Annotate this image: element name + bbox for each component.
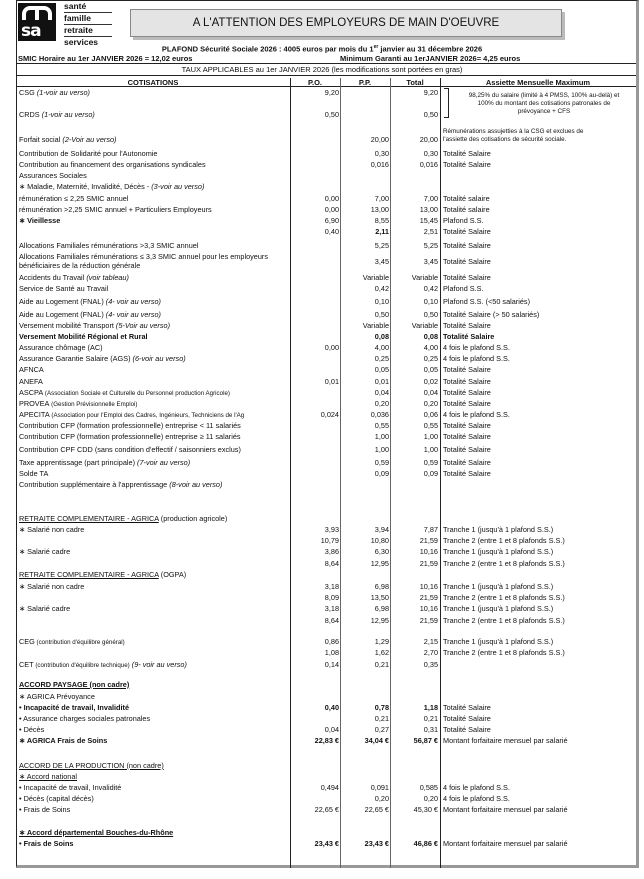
cell-po: 0,14 (324, 660, 339, 669)
cell-total: 0,35 (423, 660, 438, 669)
csg-crds-note (452, 92, 636, 116)
cell-total: 2,70 (423, 648, 438, 657)
row-label: CET (contribution d'équilibre technique) (9- voir au verso) (19, 660, 187, 669)
column-header-cotisations: COTISATIONS (127, 78, 179, 87)
divider (16, 75, 636, 76)
cell-po: 0,04 (324, 725, 339, 734)
divider (16, 63, 636, 64)
cell-po: 9,20 (324, 88, 339, 97)
tagline-line: famille (64, 13, 112, 25)
cell-total: 4,00 (423, 343, 438, 352)
cell-po: 23,43 € (314, 839, 339, 848)
cell-total: 0,016 (419, 160, 438, 169)
cell-po: 0,86 (324, 637, 339, 646)
cell-assiette: 4 fois le plafond S.S. (443, 410, 510, 419)
row-label: Taxe apprentissage (part principale) (7-voir au verso) (19, 458, 191, 467)
cell-total: 9,20 (423, 88, 438, 97)
cell-assiette: Totalité Salaire (443, 714, 491, 723)
cell-assiette: Plafond S.S. (443, 216, 484, 225)
plafond-line: PLAFOND Sécurité Sociale 2026 : 4005 euros par mois du 1er janvier au 31 décembre 2026 (161, 44, 483, 54)
cell-pp: Variable (362, 321, 389, 330)
cell-assiette: Montant forfaitaire mensuel par salarié (443, 839, 568, 848)
column-header-assiette: Assiette Mensuelle Maximum (485, 78, 591, 87)
row-label: Allocations Familiales rémunérations >3,3 SMIC annuel (19, 241, 199, 250)
cell-assiette: Totalité Salaire (443, 149, 491, 158)
cell-total: 0,09 (423, 469, 438, 478)
row-label: Contribution supplémentaire à l'apprentissage (8-voir au verso) (19, 480, 223, 489)
cell-assiette: Totalité Salaire (443, 421, 491, 430)
cell-pp: Variable (362, 273, 389, 282)
cell-pp: 13,00 (370, 205, 389, 214)
cell-total: 3,45 (423, 257, 438, 266)
cell-po: 0,40 (324, 227, 339, 236)
cell-pp: 4,00 (374, 343, 389, 352)
cell-pp: 0,78 (374, 703, 389, 712)
cell-pp: 0,27 (374, 725, 389, 734)
row-label: ∗ Salarié non cadre (19, 582, 85, 591)
cell-pp: 0,016 (370, 160, 389, 169)
cell-total: 7,00 (423, 194, 438, 203)
cell-pp: 0,05 (374, 365, 389, 374)
cell-assiette: Totalité Salaire (443, 469, 491, 478)
cell-total: 46,86 € (413, 839, 438, 848)
cell-assiette: Totalité Salaire (443, 432, 491, 441)
cell-pp: 0,20 (374, 399, 389, 408)
cell-assiette: Tranche 1 (jusqu'à 1 plafond S.S.) (443, 637, 554, 646)
row-label: • Frais de Soins (19, 839, 74, 848)
cell-total: 21,59 (419, 616, 438, 625)
column-header-po: P.O. (307, 78, 323, 87)
row-label: RETRAITE COMPLEMENTAIRE - AGRICA (OGPA) (19, 570, 187, 579)
note-line: 98,25% du salaire (limité à 4 PMSS, 100% au-delà) et (468, 92, 620, 99)
tagline-line: santé (64, 1, 112, 13)
cell-po: 3,86 (324, 547, 339, 556)
forfait-social-note (443, 128, 633, 144)
row-label: ∗ Accord départemental Bouches-du-Rhône (19, 828, 174, 837)
row-label: Assurance Garantie Salaire (AGS) (6-voir au verso) (19, 354, 186, 363)
row-label: CEG (contribution d'équilibre général) (19, 637, 125, 646)
cell-pp: 12,95 (370, 616, 389, 625)
row-label: Solde TA (19, 469, 49, 478)
cell-assiette: Totalité Salaire (443, 445, 491, 454)
cell-po: 22,83 € (314, 736, 339, 745)
cell-pp: 6,98 (374, 604, 389, 613)
logo-m-glyph (22, 6, 52, 20)
cell-total: 0,20 (423, 794, 438, 803)
row-label: Contribution au financement des organisations syndicales (19, 160, 206, 169)
cell-assiette: Totalité Salaire (443, 257, 491, 266)
cell-total: 0,59 (423, 458, 438, 467)
cell-total: 0,02 (423, 377, 438, 386)
cell-pp: 0,21 (374, 660, 389, 669)
cell-assiette: Totalité Salaire (443, 241, 491, 250)
row-label: Contribution CFP (formation professionnelle) entreprise < 11 salariés (19, 421, 241, 430)
cell-assiette: Totalité Salaire (> 50 salariés) (443, 310, 540, 319)
cell-pp: 0,036 (370, 410, 389, 419)
cell-po: 0,494 (320, 783, 339, 792)
row-label: ∗ Maladie, Maternité, Invalidité, Décès - (3-voir au verso) (19, 182, 205, 191)
cell-pp: 3,45 (374, 257, 389, 266)
cell-total: 0,30 (423, 149, 438, 158)
cell-pp: 1,29 (374, 637, 389, 646)
cell-total: 2,15 (423, 637, 438, 646)
cell-total: 10,16 (419, 547, 438, 556)
cell-pp: 10,80 (370, 536, 389, 545)
row-label: Assurance chômage (AC) (19, 343, 103, 352)
cell-pp: 6,30 (374, 547, 389, 556)
cell-total: 0,10 (423, 297, 438, 306)
cell-total: 0,08 (423, 332, 438, 341)
cell-po: 22,65 € (314, 805, 339, 814)
row-label: CRDS (1-voir au verso) (19, 110, 95, 119)
column-divider (440, 78, 441, 868)
cell-total: 1,18 (423, 703, 438, 712)
row-label: Versement Mobilité Régional et Rural (19, 332, 148, 341)
row-label: • Assurance charges sociales patronales (19, 714, 151, 723)
cell-total: 21,59 (419, 559, 438, 568)
cell-pp: 2,11 (375, 227, 389, 236)
cell-assiette: Tranche 1 (jusqu'à 1 plafond S.S.) (443, 525, 554, 534)
cell-assiette: Totalité Salaire (443, 725, 491, 734)
cell-pp: 1,62 (374, 648, 389, 657)
cell-pp: 12,95 (370, 559, 389, 568)
row-label: ACCORD PAYSAGE (non cadre) (19, 680, 130, 689)
cell-total: 0,50 (423, 310, 438, 319)
row-label: ANEFA (19, 377, 43, 386)
cell-pp: 0,42 (374, 284, 389, 293)
cell-pp: 13,50 (370, 593, 389, 602)
row-label: ∗ AGRICA Frais de Soins (19, 736, 108, 745)
cell-pp: 0,08 (374, 332, 389, 341)
cell-pp: 22,65 € (364, 805, 389, 814)
cell-total: Variable (411, 321, 438, 330)
cell-po: 10,79 (320, 536, 339, 545)
cell-po: 6,90 (324, 216, 339, 225)
cell-total: 0,04 (423, 388, 438, 397)
cell-po: 0,01 (324, 377, 339, 386)
cell-total: 0,21 (423, 714, 438, 723)
row-label: Aide au Logement (FNAL) (4- voir au verso) (19, 310, 161, 319)
row-label: ∗ Salarié cadre (19, 604, 71, 613)
row-label: ∗ Accord national (19, 772, 78, 781)
cell-po: 8,64 (324, 559, 339, 568)
cell-assiette: Totalité salaire (443, 194, 490, 203)
row-label: ∗ Salarié cadre (19, 547, 71, 556)
cell-po: 3,18 (324, 604, 339, 613)
cell-assiette: 4 fois le plafond S.S. (443, 794, 510, 803)
cell-assiette: Totalité Salaire (443, 332, 495, 341)
cell-assiette: 4 fois le plafond S.S. (443, 343, 510, 352)
cell-pp: 0,091 (370, 783, 389, 792)
cell-po: 8,09 (324, 593, 339, 602)
cell-pp: 0,09 (374, 469, 389, 478)
row-label: Forfait social (2-Voir au verso) (19, 135, 117, 144)
row-label: Allocations Familiales rémunérations ≤ 3,3 SMIC annuel pour les employeurs bénéficiaires de la réduction générale (19, 252, 268, 270)
cell-total: 1,00 (423, 445, 438, 454)
cell-po: 3,93 (324, 525, 339, 534)
cell-po: 0,00 (324, 205, 339, 214)
cell-assiette: Totalité Salaire (443, 365, 491, 374)
cell-assiette: Totalité Salaire (443, 377, 491, 386)
cell-total: 0,06 (423, 410, 438, 419)
cell-pp: 0,21 (374, 714, 389, 723)
tagline-line: retraite (64, 25, 112, 37)
cell-pp: 5,25 (374, 241, 389, 250)
row-label: ∗ Salarié non cadre (19, 525, 85, 534)
cell-assiette: Tranche 1 (jusqu'à 1 plafond S.S.) (443, 604, 554, 613)
column-divider (390, 78, 391, 868)
cell-assiette: Tranche 2 (entre 1 et 8 plafonds S.S.) (443, 536, 565, 545)
minimum-garanti-line: Minimum Garanti au 1erJANVIER 2026= 4,25 euros (340, 54, 521, 63)
msa-logo (18, 3, 56, 41)
row-label: Service de Santé au Travail (19, 284, 109, 293)
cell-pp: 0,55 (374, 421, 389, 430)
row-label: • Incapacité de travail, Invalidité (19, 703, 130, 712)
cell-pp: 20,00 (370, 135, 389, 144)
cell-pp: 0,10 (374, 297, 389, 306)
logo-sa-text: sa (21, 21, 41, 41)
row-label: ASCPA (Association Sociale et Culturelle du Personnel production Agricole) (19, 388, 230, 397)
cell-assiette: Totalité Salaire (443, 703, 491, 712)
row-label: • Décès (capital décès) (19, 794, 94, 803)
cell-total: 21,59 (419, 593, 438, 602)
cell-pp: 8,55 (374, 216, 389, 225)
cell-po: 0,50 (324, 110, 339, 119)
cell-assiette: Montant forfaitaire mensuel par salarié (443, 805, 568, 814)
cell-total: 0,50 (423, 110, 438, 119)
cell-total: 0,585 (419, 783, 438, 792)
cell-po: 3,18 (324, 582, 339, 591)
cell-total: 0,25 (423, 354, 438, 363)
column-divider (340, 78, 341, 868)
note-line: 100% du montant des cotisations patronales de (477, 100, 611, 107)
cell-assiette: Totalité salaire (443, 205, 490, 214)
cell-pp: 0,30 (374, 149, 389, 158)
row-label: CSG (1-voir au verso) (19, 88, 90, 97)
page-title: A L'ATTENTION DES EMPLOYEURS DE MAIN D'OEUVRE (130, 9, 562, 37)
cell-pp: 23,43 € (364, 839, 389, 848)
row-label: • Décès (19, 725, 45, 734)
cell-pp: 3,94 (374, 525, 389, 534)
cell-total: 5,25 (423, 241, 438, 250)
cell-assiette: Totalité Salaire (443, 321, 491, 330)
row-label: APECITA (Association pour l'Emploi des Cadres, Ingénieurs, Techniciens de l'Ag (19, 410, 245, 419)
cell-pp: 34,04 € (364, 736, 389, 745)
row-label: RETRAITE COMPLEMENTAIRE - AGRICA (production agricole) (19, 514, 228, 523)
cell-total: 20,00 (419, 135, 438, 144)
cell-po: 0,00 (324, 194, 339, 203)
cell-assiette: Totalité Salaire (443, 273, 491, 282)
cell-total: 56,87 € (413, 736, 438, 745)
cell-pp: 1,00 (374, 432, 389, 441)
row-label: Contribution CPF CDD (sans condition d'effectif / saisonniers exclus) (19, 445, 241, 454)
cell-total: 10,16 (419, 604, 438, 613)
cell-total: 13,00 (419, 205, 438, 214)
cell-assiette: Tranche 1 (jusqu'à 1 plafond S.S.) (443, 547, 554, 556)
row-label: Contribution CFP (formation professionnelle) entreprise ≥ 11 salariés (19, 432, 241, 441)
cell-po: 0,024 (320, 410, 339, 419)
cell-assiette: 4 fois le plafond S.S. (443, 354, 510, 363)
row-label: rémunération >2,25 SMIC annuel + Particuliers Employeurs (19, 205, 212, 214)
row-label: Assurances Sociales (19, 171, 87, 180)
cell-total: 21,59 (419, 536, 438, 545)
cell-po: 0,00 (324, 343, 339, 352)
note-line: Rémunérations assujetties à la CSG et exclues de (443, 128, 584, 135)
row-label: ACCORD DE LA PRODUCTION (non cadre) (19, 761, 164, 770)
cell-assiette: Tranche 1 (jusqu'à 1 plafond S.S.) (443, 582, 554, 591)
row-label: Contribution de Solidarité pour l'Autonomie (19, 149, 158, 158)
cell-pp: 0,25 (374, 354, 389, 363)
cell-total: Variable (411, 273, 438, 282)
cell-assiette: Totalité Salaire (443, 399, 491, 408)
cell-pp: 0,50 (374, 310, 389, 319)
cell-assiette: Plafond S.S. (<50 salariés) (443, 297, 530, 306)
cell-total: 7,87 (423, 525, 438, 534)
cell-pp: 1,00 (374, 445, 389, 454)
cell-total: 15,45 (419, 216, 438, 225)
note-line: prévoyance + CFS (517, 108, 571, 115)
cell-total: 10,16 (419, 582, 438, 591)
cell-total: 0,42 (423, 284, 438, 293)
row-label: AFNCA (19, 365, 44, 374)
row-label: rémunération ≤ 2,25 SMIC annuel (19, 194, 129, 203)
row-label: ∗ AGRICA Prévoyance (19, 692, 95, 701)
smic-line: SMIC Horaire au 1er JANVIER 2026 = 12,02 euros (18, 54, 193, 63)
cell-assiette: Tranche 2 (entre 1 et 8 plafonds S.S.) (443, 593, 565, 602)
row-label: • Frais de Soins (19, 805, 71, 814)
cell-pp: 0,20 (374, 794, 389, 803)
cell-pp: 0,01 (374, 377, 389, 386)
cell-pp: 6,98 (374, 582, 389, 591)
cell-assiette: Totalité Salaire (443, 227, 491, 236)
cell-po: 0,40 (324, 703, 339, 712)
row-label: Versement mobilité Transport (5-Voir au verso) (19, 321, 171, 330)
cell-pp: 7,00 (374, 194, 389, 203)
cell-total: 45,30 € (413, 805, 438, 814)
column-header-total: Total (406, 78, 424, 87)
row-label: PROVEA (Gestion Prévisionnelle Emploi) (19, 399, 138, 408)
cell-assiette: Tranche 2 (entre 1 et 8 plafonds S.S.) (443, 616, 565, 625)
cell-assiette: Totalité Salaire (443, 388, 491, 397)
cell-total: 0,05 (423, 365, 438, 374)
row-label: • Incapacité de travail, Invalidité (19, 783, 122, 792)
column-divider (290, 78, 291, 868)
cell-total: 2,51 (423, 227, 438, 236)
cell-assiette: 4 fois le plafond S.S. (443, 783, 510, 792)
cell-po: 1,08 (324, 648, 339, 657)
cell-total: 0,31 (423, 725, 438, 734)
row-label: Accidents du Travail (voir tableau) (19, 273, 129, 282)
column-header-pp: P.P. (358, 78, 372, 87)
row-label: ∗ Vieillesse (19, 216, 61, 225)
note-line: l'assiette des cotisations de sécurité sociale. (443, 136, 567, 143)
row-label: Aide au Logement (FNAL) (4- voir au verso) (19, 297, 161, 306)
logo-tagline (64, 1, 112, 48)
cell-assiette: Montant forfaitaire mensuel par salarié (443, 736, 568, 745)
cell-total: 1,00 (423, 432, 438, 441)
taux-line: TAUX APPLICABLES au 1er JANVIER 2026 (les modifications sont portées en gras) (181, 65, 463, 74)
cell-assiette: Tranche 2 (entre 1 et 8 plafonds S.S.) (443, 648, 565, 657)
cell-assiette: Totalité Salaire (443, 458, 491, 467)
tagline-line: services (64, 37, 99, 47)
cell-pp: 0,04 (374, 388, 389, 397)
cell-po: 8,64 (324, 616, 339, 625)
csg-crds-bracket (444, 88, 449, 118)
cell-assiette: Totalité Salaire (443, 160, 491, 169)
cell-total: 0,20 (423, 399, 438, 408)
cell-pp: 0,59 (374, 458, 389, 467)
cell-assiette: Plafond S.S. (443, 284, 484, 293)
cell-total: 0,55 (423, 421, 438, 430)
cell-assiette: Tranche 2 (entre 1 et 8 plafonds S.S.) (443, 559, 565, 568)
